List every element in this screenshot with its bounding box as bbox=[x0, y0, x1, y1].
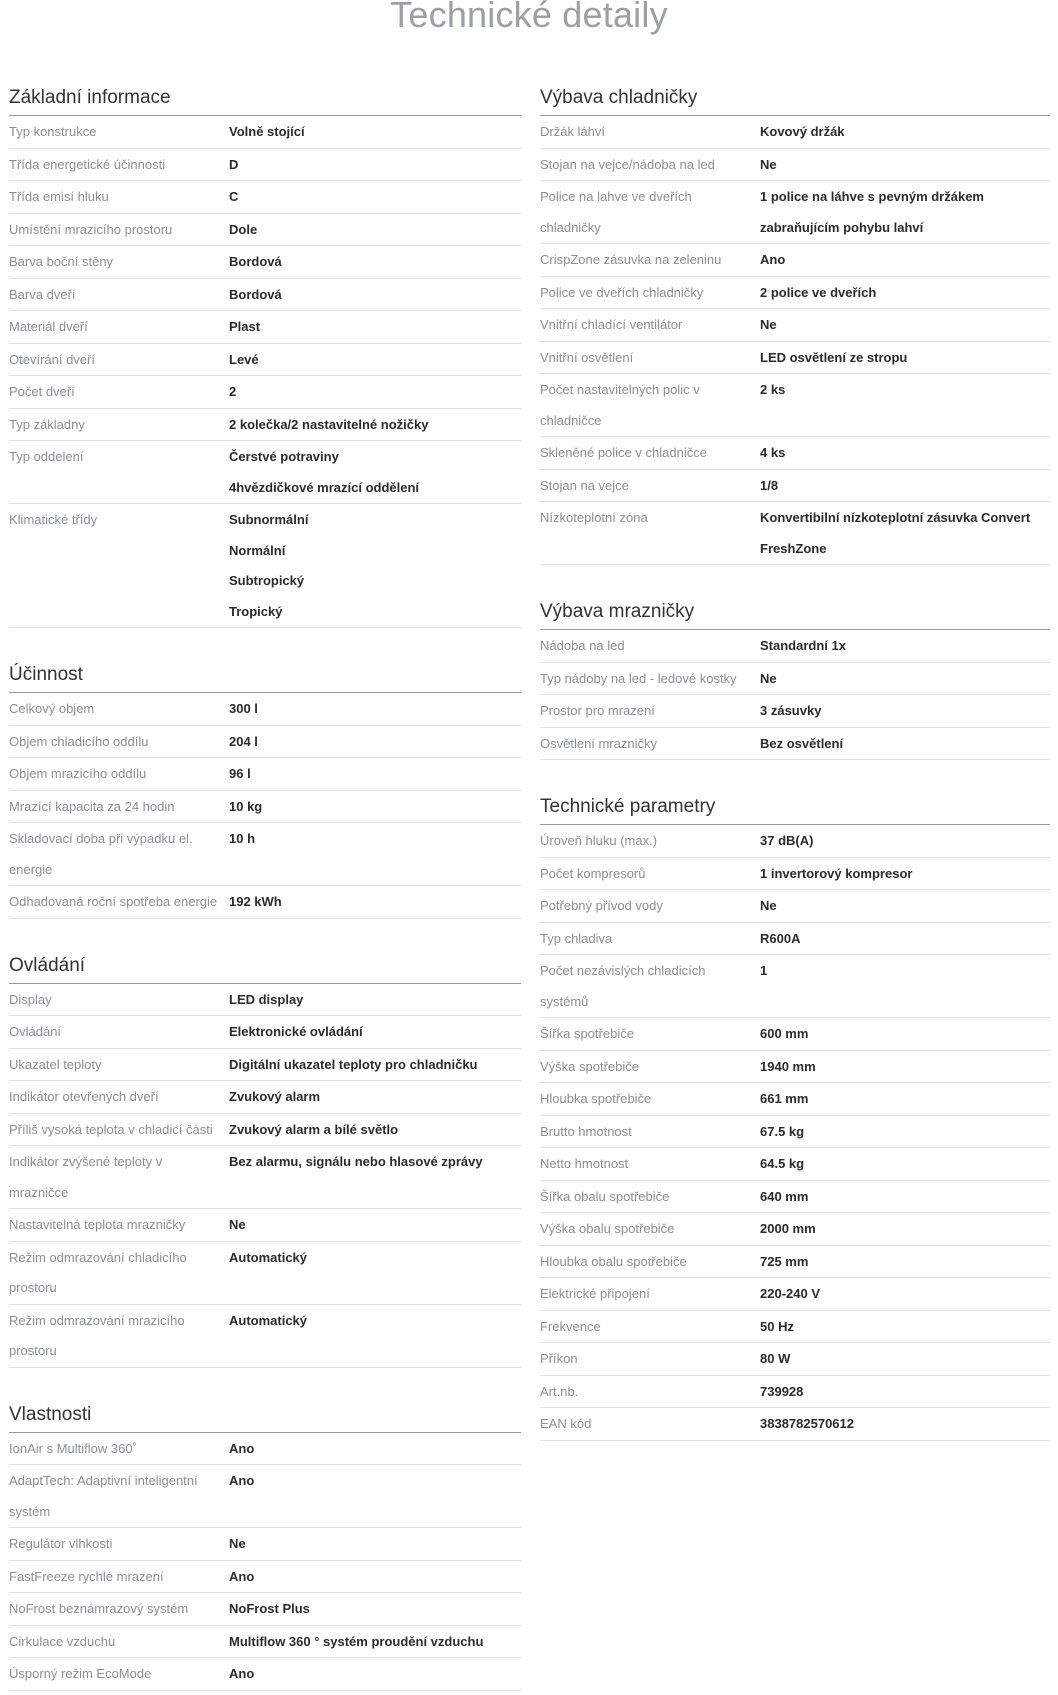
spec-value bbox=[760, 1181, 1050, 1213]
spec-value bbox=[760, 1213, 1050, 1245]
spec-label: Display bbox=[9, 991, 52, 1007]
spec-value bbox=[229, 1465, 521, 1527]
spec-row bbox=[9, 1049, 521, 1082]
spec-row bbox=[540, 825, 1050, 858]
spec-value bbox=[760, 181, 1050, 243]
spec-row bbox=[9, 279, 521, 312]
spec-value bbox=[229, 726, 521, 758]
spec-row bbox=[9, 1433, 521, 1466]
spec-row bbox=[540, 923, 1050, 956]
spec-label: Nízkoteplotní zóna bbox=[540, 510, 648, 525]
spec-value-line: 80 W bbox=[760, 1351, 791, 1366]
spec-label: Šířka obalu spotřebiče bbox=[540, 1188, 670, 1204]
spec-label: NoFrost beznámrazový systém bbox=[9, 1601, 189, 1616]
spec-value bbox=[760, 277, 1050, 309]
spec-row bbox=[9, 409, 521, 442]
spec-label: Brutto hmotnost bbox=[540, 1123, 632, 1139]
spec-value bbox=[760, 695, 1050, 727]
spec-row bbox=[540, 1148, 1050, 1181]
spec-value bbox=[760, 1278, 1050, 1310]
spec-label: Režim odmrazování chladicího prostoru bbox=[9, 1249, 187, 1295]
spec-row bbox=[9, 1081, 521, 1114]
spec-value-line: 600 mm bbox=[760, 1026, 809, 1041]
spec-value-line: 1 bbox=[760, 963, 768, 978]
spec-row bbox=[540, 858, 1050, 891]
spec-label: Police ve dveřích chladničky bbox=[540, 284, 704, 300]
section-vlastnosti bbox=[9, 1397, 521, 1691]
spec-value-line: Ne bbox=[760, 898, 777, 913]
spec-value-line: Automatický bbox=[229, 1249, 308, 1265]
spec-row bbox=[9, 1465, 521, 1528]
section-title: Účinnost bbox=[9, 657, 521, 693]
spec-label: Počet dveří bbox=[9, 384, 75, 399]
section-vybava-chladnicky bbox=[540, 80, 1050, 565]
spec-value-line: 220-240 V bbox=[760, 1286, 820, 1301]
spec-row bbox=[540, 663, 1050, 696]
spec-value bbox=[760, 1246, 1050, 1278]
spec-value bbox=[760, 1116, 1050, 1148]
spec-value-line: 96 l bbox=[229, 766, 251, 781]
spec-value-line: Ano bbox=[229, 1440, 255, 1456]
spec-value-line: Kovový držák bbox=[760, 124, 845, 139]
spec-label: Police na lahve ve dveřích chladničky bbox=[540, 189, 692, 235]
spec-row bbox=[540, 1213, 1050, 1246]
spec-row bbox=[540, 1278, 1050, 1311]
spec-row bbox=[540, 374, 1050, 437]
spec-value bbox=[760, 890, 1050, 922]
spec-row bbox=[9, 1658, 521, 1691]
spec-value-line: 2 kolečka/2 nastavitelné nožičky bbox=[229, 416, 429, 432]
spec-value bbox=[760, 309, 1050, 341]
spec-value bbox=[760, 858, 1050, 890]
spec-value bbox=[229, 1658, 521, 1690]
spec-row bbox=[540, 244, 1050, 277]
spec-value-line: 4hvězdičkové mrazící oddělení bbox=[229, 479, 420, 495]
spec-row bbox=[540, 1116, 1050, 1149]
spec-value bbox=[229, 1209, 521, 1241]
spec-value-line: 192 kWh bbox=[229, 894, 282, 909]
spec-value-line: 2000 mm bbox=[760, 1221, 816, 1236]
spec-value-line: Bez osvětlení bbox=[760, 735, 844, 751]
section-title: Technické parametry bbox=[540, 789, 1050, 825]
spec-value bbox=[229, 791, 521, 823]
section-zakladni-informace bbox=[9, 80, 521, 628]
spec-label: Typ chladiva bbox=[540, 930, 613, 946]
spec-row bbox=[9, 1146, 521, 1209]
spec-row bbox=[540, 728, 1050, 761]
spec-value-line: Ne bbox=[229, 1536, 246, 1551]
spec-label: Prostor pro mrazení bbox=[540, 703, 655, 718]
spec-label: Netto hmotnost bbox=[540, 1156, 629, 1171]
spec-value-line: Zvukový alarm bbox=[229, 1089, 321, 1104]
spec-value bbox=[760, 149, 1050, 181]
spec-label: Regulátor vlhkosti bbox=[9, 1536, 113, 1551]
spec-value-line: 1940 mm bbox=[760, 1058, 816, 1074]
section-title: Základní informace bbox=[9, 80, 521, 116]
spec-label: Barva boční stěny bbox=[9, 254, 114, 269]
spec-row bbox=[9, 376, 521, 409]
spec-value bbox=[760, 1311, 1050, 1343]
spec-row bbox=[540, 1343, 1050, 1376]
spec-value-line: Konvertibilní nízkoteplotní zásuvka Convert FreshZone bbox=[760, 510, 1031, 556]
spec-value-line: Subnormální bbox=[229, 512, 309, 527]
spec-row bbox=[540, 342, 1050, 375]
spec-row bbox=[540, 1083, 1050, 1116]
spec-value bbox=[229, 1049, 521, 1081]
spec-row bbox=[9, 441, 521, 504]
spec-value-line: Ano bbox=[760, 252, 786, 267]
spec-label: Nádoba na led bbox=[540, 638, 625, 653]
spec-value bbox=[229, 1593, 521, 1625]
spec-value-line: 1 invertorový kompresor bbox=[760, 865, 913, 881]
spec-label: Výška spotřebiče bbox=[540, 1058, 639, 1074]
spec-label: Klimatické třídy bbox=[9, 512, 98, 527]
spec-label: CrispZone zásuvka na zeleninu bbox=[540, 252, 722, 267]
spec-value-line: D bbox=[229, 156, 239, 172]
spec-value bbox=[760, 342, 1050, 374]
spec-value bbox=[760, 825, 1050, 857]
spec-value-line: 64.5 kg bbox=[760, 1156, 805, 1171]
spec-value bbox=[229, 214, 521, 246]
spec-label: Počet kompresorů bbox=[540, 865, 646, 881]
spec-value-line: Normální bbox=[229, 542, 286, 558]
spec-label: Ovládání bbox=[9, 1024, 62, 1039]
spec-label: Šířka spotřebiče bbox=[540, 1026, 634, 1041]
spec-value bbox=[229, 116, 521, 148]
spec-value bbox=[229, 1242, 521, 1304]
spec-value-line: R600A bbox=[760, 930, 801, 946]
spec-value bbox=[229, 1114, 521, 1146]
spec-row bbox=[9, 311, 521, 344]
spec-value bbox=[229, 344, 521, 376]
spec-value-line: 2 ks bbox=[760, 382, 786, 397]
spec-value bbox=[229, 693, 521, 725]
spec-row bbox=[540, 149, 1050, 182]
spec-value-line: 2 police ve dveřích bbox=[760, 284, 877, 300]
spec-value-line: Multiflow 360 ° systém proudění vzduchu bbox=[229, 1633, 484, 1649]
spec-row bbox=[9, 791, 521, 824]
spec-value-line: Digitální ukazatel teploty pro chladničku bbox=[229, 1056, 478, 1072]
spec-label: IonAir s Multiflow 360˚ bbox=[9, 1440, 137, 1456]
spec-row bbox=[540, 1051, 1050, 1084]
spec-label: Ukazatel teploty bbox=[9, 1056, 102, 1072]
spec-row bbox=[9, 1593, 521, 1626]
spec-value bbox=[229, 279, 521, 311]
spec-row bbox=[9, 886, 521, 919]
right-column bbox=[540, 80, 1050, 1441]
spec-value bbox=[760, 1051, 1050, 1083]
spec-value-line: NoFrost Plus bbox=[229, 1601, 310, 1616]
spec-label: Vnitřní osvětlení bbox=[540, 349, 634, 365]
spec-row bbox=[9, 1528, 521, 1561]
spec-value bbox=[229, 1016, 521, 1048]
spec-value-line: 10 h bbox=[229, 831, 256, 846]
spec-value bbox=[229, 149, 521, 181]
spec-value-line: 204 l bbox=[229, 733, 258, 749]
spec-row bbox=[9, 823, 521, 886]
spec-label: AdaptTech: Adaptivní inteligentní systém bbox=[9, 1473, 198, 1519]
spec-label: Třída emisí hluku bbox=[9, 189, 109, 204]
spec-row bbox=[540, 437, 1050, 470]
spec-label: Frekvence bbox=[540, 1318, 601, 1334]
spec-row bbox=[9, 758, 521, 791]
spec-label: Mrazící kapacita za 24 hodin bbox=[9, 798, 175, 814]
spec-value-line: 4 ks bbox=[760, 445, 786, 460]
spec-label: Cirkulace vzduchu bbox=[9, 1633, 116, 1649]
spec-value bbox=[229, 1305, 521, 1367]
spec-value-line: Ne bbox=[760, 670, 777, 686]
spec-value bbox=[229, 1561, 521, 1593]
spec-value-line: Ano bbox=[229, 1473, 255, 1488]
section-title: Ovládání bbox=[9, 948, 521, 984]
spec-row bbox=[540, 1376, 1050, 1409]
section-vybava-mraznicky bbox=[540, 594, 1050, 760]
spec-row bbox=[540, 116, 1050, 149]
spec-value-line: Ne bbox=[229, 1217, 246, 1232]
spec-value-line: Volně stojící bbox=[229, 124, 305, 139]
spec-value bbox=[229, 1528, 521, 1560]
spec-value-line: Levé bbox=[229, 351, 259, 367]
spec-value bbox=[229, 823, 521, 885]
spec-value bbox=[229, 1626, 521, 1658]
spec-row bbox=[540, 955, 1050, 1018]
spec-row bbox=[9, 1242, 521, 1305]
spec-label: Nastavitelná teplota mrazničky bbox=[9, 1217, 186, 1232]
spec-label: Objem mrazicího oddílu bbox=[9, 766, 147, 781]
spec-label: Barva dveří bbox=[9, 286, 76, 302]
spec-row bbox=[9, 1016, 521, 1049]
spec-value bbox=[760, 955, 1050, 1017]
spec-label: Výška obalu spotřebiče bbox=[540, 1221, 675, 1236]
spec-value bbox=[229, 376, 521, 408]
spec-value-line: 640 mm bbox=[760, 1188, 809, 1204]
spec-label: Stojan na vejce bbox=[540, 477, 629, 493]
spec-label: Třída energetické účinnosti bbox=[9, 156, 166, 172]
spec-value-line: Ne bbox=[760, 317, 777, 332]
spec-value bbox=[760, 1376, 1050, 1408]
spec-label: Držák láhví bbox=[540, 124, 606, 139]
spec-value bbox=[760, 470, 1050, 502]
spec-row bbox=[540, 1246, 1050, 1279]
spec-label: Příkon bbox=[540, 1351, 578, 1366]
spec-row bbox=[540, 1311, 1050, 1344]
spec-label: Skladovací doba při výpadku el. energie bbox=[9, 831, 193, 877]
spec-value-line: Automatický bbox=[229, 1312, 308, 1328]
spec-value bbox=[760, 502, 1050, 564]
spec-row bbox=[9, 1209, 521, 1242]
spec-value-line: Subtropický bbox=[229, 573, 305, 588]
section-ovladani bbox=[9, 948, 521, 1368]
spec-value bbox=[229, 886, 521, 918]
spec-value bbox=[760, 244, 1050, 276]
spec-label: Počet nezávislých chladicích systémů bbox=[540, 963, 706, 1009]
spec-value-line: 10 kg bbox=[229, 798, 263, 814]
spec-label: Příliš vysoká teplota v chladicí části bbox=[9, 1121, 213, 1137]
spec-value-line: 661 mm bbox=[760, 1091, 809, 1106]
spec-row bbox=[9, 214, 521, 247]
spec-label: EAN kód bbox=[540, 1416, 592, 1431]
spec-row bbox=[9, 344, 521, 377]
spec-label: Skleněné police v chladničce bbox=[540, 445, 707, 460]
spec-value-line: Čerstvé potraviny bbox=[229, 449, 339, 464]
spec-value-line: Ne bbox=[760, 156, 777, 172]
spec-value-line: Bez alarmu, signálu nebo hlasové zprávy bbox=[229, 1154, 483, 1169]
spec-row bbox=[9, 504, 521, 628]
spec-row bbox=[9, 116, 521, 149]
spec-value bbox=[760, 630, 1050, 662]
spec-value-line: Elektronické ovládání bbox=[229, 1024, 363, 1039]
spec-label: Počet nastavitelných polic v chladničce bbox=[540, 382, 700, 428]
section-title: Výbava mrazničky bbox=[540, 594, 1050, 630]
spec-value bbox=[229, 311, 521, 343]
left-column bbox=[9, 80, 521, 1691]
spec-row bbox=[9, 1114, 521, 1147]
spec-label: Úroveň hluku (max.) bbox=[540, 833, 658, 848]
spec-label: Hloubka obalu spotřebiče bbox=[540, 1253, 687, 1269]
spec-value-line: LED osvětlení ze stropu bbox=[760, 349, 908, 365]
spec-label: Osvětlení mrazničky bbox=[540, 735, 658, 751]
spec-value-line: 67.5 kg bbox=[760, 1123, 805, 1139]
spec-label: Typ nádoby na led - ledové kostky bbox=[540, 670, 737, 686]
spec-value-line: 1/8 bbox=[760, 477, 779, 493]
spec-value bbox=[229, 984, 521, 1016]
spec-label: Stojan na vejce/nádoba na led bbox=[540, 156, 715, 172]
spec-value bbox=[760, 116, 1050, 148]
spec-label: Otevírání dveří bbox=[9, 351, 95, 367]
spec-value bbox=[229, 441, 521, 503]
spec-value bbox=[760, 1343, 1050, 1375]
spec-row bbox=[9, 181, 521, 214]
spec-row bbox=[540, 470, 1050, 503]
spec-value bbox=[760, 374, 1050, 436]
spec-label: Umístění mrazicího prostoru bbox=[9, 221, 173, 237]
spec-row bbox=[9, 1561, 521, 1594]
spec-label: Typ základny bbox=[9, 416, 85, 432]
spec-label: Indikátor zvýšené teploty v mrazničce bbox=[9, 1154, 163, 1200]
spec-value-line: Ano bbox=[229, 1666, 255, 1681]
spec-value bbox=[229, 1081, 521, 1113]
spec-value-line: Standardní 1x bbox=[760, 638, 846, 653]
spec-value bbox=[760, 663, 1050, 695]
spec-label: Vnitřní chladící ventilátor bbox=[540, 317, 683, 332]
spec-value bbox=[760, 1018, 1050, 1050]
spec-label: Materiál dveří bbox=[9, 319, 88, 334]
spec-value bbox=[760, 1083, 1050, 1115]
spec-label: Typ oddelení bbox=[9, 449, 84, 464]
spec-value-line: LED display bbox=[229, 991, 304, 1007]
spec-row bbox=[540, 630, 1050, 663]
spec-row bbox=[540, 1408, 1050, 1441]
spec-value-line: Plast bbox=[229, 319, 261, 334]
spec-value-line: 300 l bbox=[229, 701, 258, 716]
spec-label: FastFreeze rychlé mrazení bbox=[9, 1568, 164, 1584]
spec-value-line: 50 Hz bbox=[760, 1318, 794, 1334]
page-title: Technické detaily bbox=[390, 0, 668, 35]
spec-label: Potřebný přívod vody bbox=[540, 898, 663, 913]
spec-row bbox=[9, 693, 521, 726]
spec-label: Indikátor otevřených dveří bbox=[9, 1089, 159, 1104]
spec-value-line: 3 zásuvky bbox=[760, 703, 822, 718]
spec-row bbox=[540, 181, 1050, 244]
spec-value bbox=[229, 1146, 521, 1208]
section-title: Výbava chladničky bbox=[540, 80, 1050, 116]
spec-label: Úsporný režim EcoMode bbox=[9, 1666, 152, 1681]
spec-value bbox=[229, 409, 521, 441]
spec-value bbox=[760, 1408, 1050, 1440]
spec-value-line: C bbox=[229, 189, 239, 204]
spec-value-line: 739928 bbox=[760, 1383, 804, 1399]
spec-label: Elektrické připojení bbox=[540, 1286, 650, 1301]
spec-label: Odhadovaná roční spotřeba energie bbox=[9, 894, 218, 909]
spec-label: Objem chladicího oddílu bbox=[9, 733, 149, 749]
spec-value-line: Bordová bbox=[229, 286, 282, 302]
spec-value-line: Dole bbox=[229, 221, 258, 237]
spec-row bbox=[540, 502, 1050, 565]
spec-row bbox=[9, 984, 521, 1017]
spec-value bbox=[229, 504, 521, 627]
spec-label: Typ konstrukce bbox=[9, 124, 97, 139]
spec-value-line: 37 dB(A) bbox=[760, 833, 814, 848]
spec-row bbox=[9, 1626, 521, 1659]
spec-value-line: 2 bbox=[229, 384, 237, 399]
spec-row bbox=[540, 309, 1050, 342]
spec-row bbox=[9, 246, 521, 279]
spec-value bbox=[229, 1433, 521, 1465]
section-technicke-parametry bbox=[540, 789, 1050, 1441]
spec-row bbox=[540, 277, 1050, 310]
spec-value bbox=[229, 246, 521, 278]
spec-value bbox=[760, 437, 1050, 469]
spec-value bbox=[760, 923, 1050, 955]
spec-value-line: 725 mm bbox=[760, 1253, 809, 1269]
spec-row bbox=[540, 890, 1050, 923]
spec-value bbox=[760, 1148, 1050, 1180]
spec-value-line: Ano bbox=[229, 1568, 255, 1584]
spec-row bbox=[540, 695, 1050, 728]
spec-row bbox=[540, 1181, 1050, 1214]
spec-value bbox=[229, 758, 521, 790]
spec-label: Celkový objem bbox=[9, 701, 95, 716]
spec-value-line: 1 police na láhve s pevným držákem zabraňujícím pohybu lahví bbox=[760, 189, 984, 235]
spec-label: Režim odmrazování mrazicího prostoru bbox=[9, 1312, 185, 1358]
section-ucinnost bbox=[9, 657, 521, 919]
spec-label: Art.nb. bbox=[540, 1383, 579, 1399]
spec-row bbox=[9, 149, 521, 182]
spec-value-line: 3838782570612 bbox=[760, 1416, 854, 1431]
section-title: Vlastnosti bbox=[9, 1397, 521, 1433]
spec-value-line: Bordová bbox=[229, 254, 282, 269]
spec-row bbox=[9, 1305, 521, 1368]
spec-label: Hloubka spotřebiče bbox=[540, 1091, 652, 1106]
spec-row bbox=[9, 726, 521, 759]
spec-value-line: Tropický bbox=[229, 603, 283, 619]
spec-value bbox=[760, 728, 1050, 760]
spec-row bbox=[540, 1018, 1050, 1051]
spec-value bbox=[229, 181, 521, 213]
spec-value-line: Zvukový alarm a bílé světlo bbox=[229, 1121, 399, 1137]
